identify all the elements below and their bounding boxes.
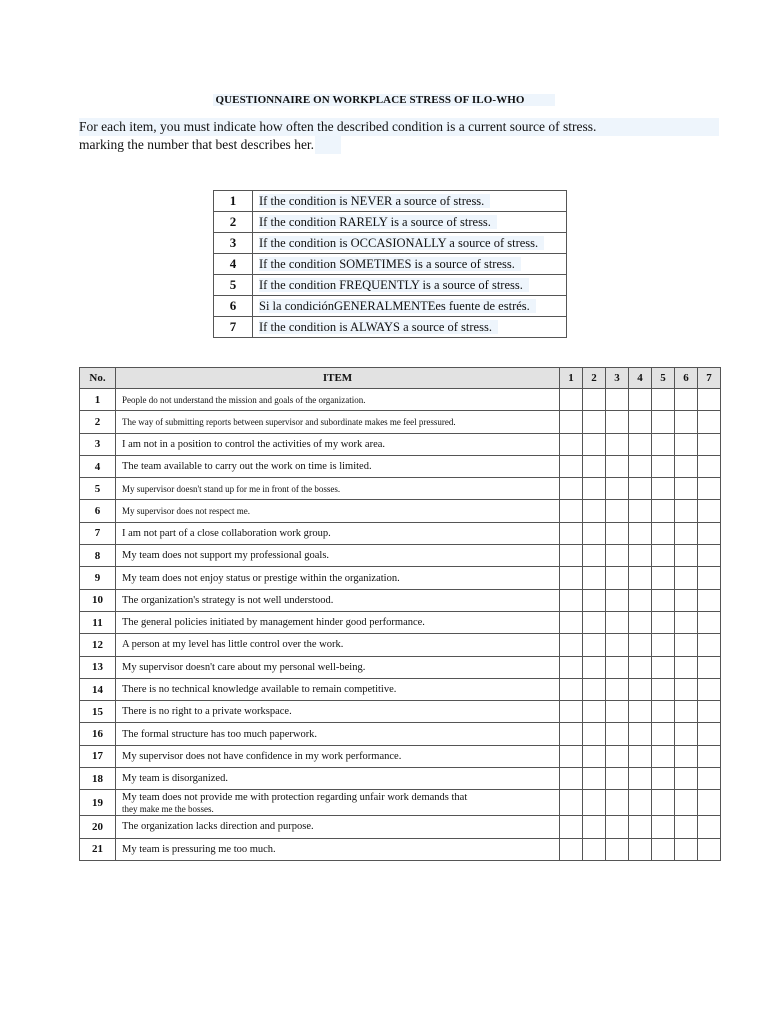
score-cell-6[interactable] [675,634,698,656]
table-row [80,478,721,500]
score-cell-1[interactable] [560,478,583,500]
score-cell-4[interactable] [629,634,652,656]
table-row [80,838,721,860]
score-cell-2[interactable] [583,433,606,455]
score-cell-6[interactable] [675,701,698,723]
score-cell-4[interactable] [629,455,652,477]
score-cell-2[interactable] [583,611,606,633]
score-cell-2[interactable] [583,589,606,611]
score-cell-6[interactable] [675,589,698,611]
header-score-6: 6 [675,368,698,389]
item-number: 3 [80,433,116,455]
score-cell-5[interactable] [652,478,675,500]
table-row [80,768,721,790]
score-cell-7[interactable] [698,634,721,656]
score-cell-7[interactable] [698,768,721,790]
score-cell-6[interactable] [675,678,698,700]
score-cell-5[interactable] [652,589,675,611]
score-cell-5[interactable] [652,411,675,433]
scale-text: If the condition is OCCASIONALLY a source of stress. [259,236,544,250]
score-cell-5[interactable] [652,656,675,678]
table-row [80,500,721,522]
score-cell-4[interactable] [629,611,652,633]
score-cell-5[interactable] [652,433,675,455]
score-cell-6[interactable] [675,389,698,411]
item-number: 7 [80,522,116,544]
scale-number: 6 [214,296,253,317]
score-cell-1[interactable] [560,656,583,678]
score-cell-2[interactable] [583,701,606,723]
item-text: People do not understand the mission and goals of the organization. [116,389,560,411]
score-cell-6[interactable] [675,545,698,567]
header-score-3: 3 [606,368,629,389]
scale-number: 7 [214,317,253,338]
score-cell-1[interactable] [560,701,583,723]
score-cell-7[interactable] [698,838,721,860]
score-cell-4[interactable] [629,838,652,860]
item-text: My supervisor doesn't care about my personal well-being. [116,656,560,678]
score-cell-1[interactable] [560,567,583,589]
scale-number: 3 [214,233,253,254]
score-cell-7[interactable] [698,701,721,723]
score-cell-1[interactable] [560,433,583,455]
table-row [80,678,721,700]
score-cell-5[interactable] [652,500,675,522]
score-cell-2[interactable] [583,723,606,745]
scale-description [253,191,567,212]
item-text: My team is pressuring me too much. [116,838,560,860]
score-cell-2[interactable] [583,790,606,816]
score-cell-2[interactable] [583,522,606,544]
score-cell-2[interactable] [583,816,606,838]
score-cell-6[interactable] [675,522,698,544]
score-cell-6[interactable] [675,611,698,633]
score-cell-2[interactable] [583,478,606,500]
scale-row [214,296,567,317]
scale-description [253,212,567,233]
header-score-5: 5 [652,368,675,389]
score-cell-1[interactable] [560,745,583,767]
scale-number: 4 [214,254,253,275]
score-cell-4[interactable] [629,790,652,816]
item-number: 10 [80,589,116,611]
score-cell-3[interactable] [606,478,629,500]
score-cell-4[interactable] [629,816,652,838]
scale-description [253,254,567,275]
item-number: 11 [80,611,116,633]
table-row [80,411,721,433]
score-cell-3[interactable] [606,701,629,723]
score-cell-4[interactable] [629,478,652,500]
score-cell-5[interactable] [652,522,675,544]
score-cell-5[interactable] [652,745,675,767]
score-cell-1[interactable] [560,545,583,567]
score-cell-7[interactable] [698,411,721,433]
item-text: My team does not enjoy status or prestige within the organization. [116,567,560,589]
scale-row [214,275,567,296]
score-cell-6[interactable] [675,816,698,838]
item-text: My supervisor doesn't stand up for me in front of the bosses. [116,478,560,500]
table-row [80,723,721,745]
score-cell-7[interactable] [698,745,721,767]
score-cell-5[interactable] [652,567,675,589]
scale-description [253,233,567,254]
score-cell-5[interactable] [652,816,675,838]
score-cell-3[interactable] [606,389,629,411]
score-cell-2[interactable] [583,411,606,433]
score-cell-2[interactable] [583,500,606,522]
table-row [80,816,721,838]
score-cell-4[interactable] [629,567,652,589]
score-cell-1[interactable] [560,589,583,611]
score-cell-3[interactable] [606,522,629,544]
score-cell-3[interactable] [606,656,629,678]
score-cell-4[interactable] [629,389,652,411]
item-text: The way of submitting reports between supervisor and subordinate makes me feel pressured. [116,411,560,433]
score-cell-2[interactable] [583,455,606,477]
score-cell-4[interactable] [629,411,652,433]
score-cell-6[interactable] [675,500,698,522]
score-cell-6[interactable] [675,838,698,860]
scale-row [214,317,567,338]
item-number: 15 [80,701,116,723]
score-cell-1[interactable] [560,411,583,433]
score-cell-3[interactable] [606,433,629,455]
scale-number: 5 [214,275,253,296]
score-cell-1[interactable] [560,838,583,860]
table-row [80,545,721,567]
score-cell-3[interactable] [606,678,629,700]
scale-description [253,296,567,317]
scale-row [214,233,567,254]
table-row [80,567,721,589]
document-title [0,94,768,106]
item-text: The organization lacks direction and purpose. [116,816,560,838]
table-row [80,389,721,411]
score-cell-7[interactable] [698,500,721,522]
score-cell-2[interactable] [583,838,606,860]
scale-number: 1 [214,191,253,212]
item-text: I am not in a position to control the activities of my work area. [116,433,560,455]
item-number: 1 [80,389,116,411]
score-cell-6[interactable] [675,656,698,678]
score-cell-3[interactable] [606,790,629,816]
score-cell-3[interactable] [606,589,629,611]
item-text [116,790,560,816]
table-row [80,656,721,678]
item-number: 16 [80,723,116,745]
header-item: ITEM [116,368,560,389]
score-cell-2[interactable] [583,656,606,678]
score-cell-7[interactable] [698,522,721,544]
score-cell-6[interactable] [675,567,698,589]
score-cell-4[interactable] [629,522,652,544]
score-cell-3[interactable] [606,545,629,567]
score-cell-3[interactable] [606,567,629,589]
header-score-2: 2 [583,368,606,389]
score-cell-6[interactable] [675,790,698,816]
score-cell-1[interactable] [560,768,583,790]
scale-description [253,317,567,338]
score-cell-5[interactable] [652,723,675,745]
score-cell-6[interactable] [675,745,698,767]
score-cell-4[interactable] [629,545,652,567]
item-number: 5 [80,478,116,500]
score-cell-1[interactable] [560,522,583,544]
item-text: My team is disorganized. [116,768,560,790]
instructions-line-1: For each item, you must indicate how often the described condition is a current source of stress. [79,118,719,136]
score-cell-4[interactable] [629,589,652,611]
score-cell-4[interactable] [629,745,652,767]
item-text: My team does not support my professional goals. [116,545,560,567]
scale-text: If the condition RARELY is a source of stress. [259,215,497,229]
score-cell-6[interactable] [675,768,698,790]
score-cell-7[interactable] [698,611,721,633]
score-cell-1[interactable] [560,678,583,700]
score-cell-1[interactable] [560,611,583,633]
score-cell-3[interactable] [606,768,629,790]
item-number: 12 [80,634,116,656]
score-cell-5[interactable] [652,838,675,860]
score-cell-7[interactable] [698,656,721,678]
header-score-4: 4 [629,368,652,389]
table-row [80,701,721,723]
score-cell-7[interactable] [698,455,721,477]
item-text: The organization's strategy is not well understood. [116,589,560,611]
score-cell-1[interactable] [560,389,583,411]
score-cell-3[interactable] [606,634,629,656]
score-cell-7[interactable] [698,723,721,745]
score-cell-2[interactable] [583,545,606,567]
score-cell-1[interactable] [560,634,583,656]
instructions [79,118,729,154]
score-cell-2[interactable] [583,678,606,700]
item-text-line-2: they make me the bosses. [122,803,214,814]
score-cell-4[interactable] [629,723,652,745]
score-cell-3[interactable] [606,816,629,838]
items-table [79,367,721,861]
score-cell-4[interactable] [629,701,652,723]
score-cell-5[interactable] [652,678,675,700]
score-cell-1[interactable] [560,455,583,477]
score-cell-3[interactable] [606,723,629,745]
instructions-line-2: marking the number that best describes her. [79,136,341,154]
score-cell-7[interactable] [698,567,721,589]
scale-text: If the condition SOMETIMES is a source of stress. [259,257,521,271]
score-cell-2[interactable] [583,567,606,589]
score-cell-4[interactable] [629,500,652,522]
score-cell-7[interactable] [698,589,721,611]
header-no: No. [80,368,116,389]
score-cell-5[interactable] [652,634,675,656]
header-score-1: 1 [560,368,583,389]
scale-description [253,275,567,296]
score-cell-4[interactable] [629,678,652,700]
scale-number: 2 [214,212,253,233]
item-number: 6 [80,500,116,522]
score-cell-2[interactable] [583,389,606,411]
score-cell-3[interactable] [606,500,629,522]
item-text: There is no technical knowledge available to remain competitive. [116,678,560,700]
table-row [80,745,721,767]
score-cell-7[interactable] [698,478,721,500]
item-number: 21 [80,838,116,860]
score-cell-7[interactable] [698,433,721,455]
score-cell-2[interactable] [583,768,606,790]
item-number: 9 [80,567,116,589]
score-cell-3[interactable] [606,455,629,477]
score-cell-3[interactable] [606,838,629,860]
score-cell-4[interactable] [629,656,652,678]
item-number: 20 [80,816,116,838]
score-cell-5[interactable] [652,389,675,411]
scale-row [214,191,567,212]
table-row [80,634,721,656]
scale-text: If the condition is ALWAYS a source of stress. [259,320,498,334]
item-text: My supervisor does not have confidence in my work performance. [116,745,560,767]
items-header-row [80,368,721,389]
table-row [80,790,721,816]
score-cell-7[interactable] [698,545,721,567]
score-cell-7[interactable] [698,790,721,816]
scale-row [214,212,567,233]
title-text: QUESTIONNAIRE ON WORKPLACE STRESS OF ILO-WHO [213,94,554,106]
score-cell-1[interactable] [560,790,583,816]
score-cell-3[interactable] [606,745,629,767]
item-text-line-1: My team does not provide me with protection regarding unfair work demands that [122,791,468,803]
table-row [80,433,721,455]
score-cell-5[interactable] [652,455,675,477]
item-text: I am not part of a close collaboration work group. [116,522,560,544]
score-cell-2[interactable] [583,745,606,767]
score-cell-4[interactable] [629,768,652,790]
rating-scale-table [213,190,567,338]
scale-text: Si la condiciónGENERALMENTEes fuente de estrés. [259,299,536,313]
item-text: A person at my level has little control over the work. [116,634,560,656]
item-number: 8 [80,545,116,567]
scale-text: If the condition is NEVER a source of stress. [259,194,490,208]
table-row [80,522,721,544]
score-cell-4[interactable] [629,433,652,455]
item-number: 17 [80,745,116,767]
score-cell-5[interactable] [652,768,675,790]
item-number: 2 [80,411,116,433]
score-cell-1[interactable] [560,500,583,522]
item-number: 13 [80,656,116,678]
score-cell-5[interactable] [652,790,675,816]
item-number: 4 [80,455,116,477]
item-text: There is no right to a private workspace. [116,701,560,723]
table-row [80,611,721,633]
score-cell-5[interactable] [652,701,675,723]
score-cell-5[interactable] [652,545,675,567]
score-cell-7[interactable] [698,678,721,700]
scale-text: If the condition FREQUENTLY is a source of stress. [259,278,529,292]
score-cell-2[interactable] [583,634,606,656]
item-text: The general policies initiated by management hinder good performance. [116,611,560,633]
score-cell-7[interactable] [698,389,721,411]
score-cell-6[interactable] [675,433,698,455]
item-text: The team available to carry out the work on time is limited. [116,455,560,477]
table-row [80,455,721,477]
item-text: My supervisor does not respect me. [116,500,560,522]
table-row [80,589,721,611]
score-cell-6[interactable] [675,455,698,477]
score-cell-5[interactable] [652,611,675,633]
score-cell-1[interactable] [560,723,583,745]
score-cell-6[interactable] [675,478,698,500]
score-cell-6[interactable] [675,723,698,745]
item-number: 18 [80,768,116,790]
item-number: 14 [80,678,116,700]
item-number: 19 [80,790,116,816]
header-score-7: 7 [698,368,721,389]
score-cell-1[interactable] [560,816,583,838]
item-text: The formal structure has too much paperwork. [116,723,560,745]
score-cell-6[interactable] [675,411,698,433]
score-cell-7[interactable] [698,816,721,838]
scale-row [214,254,567,275]
score-cell-3[interactable] [606,611,629,633]
score-cell-3[interactable] [606,411,629,433]
